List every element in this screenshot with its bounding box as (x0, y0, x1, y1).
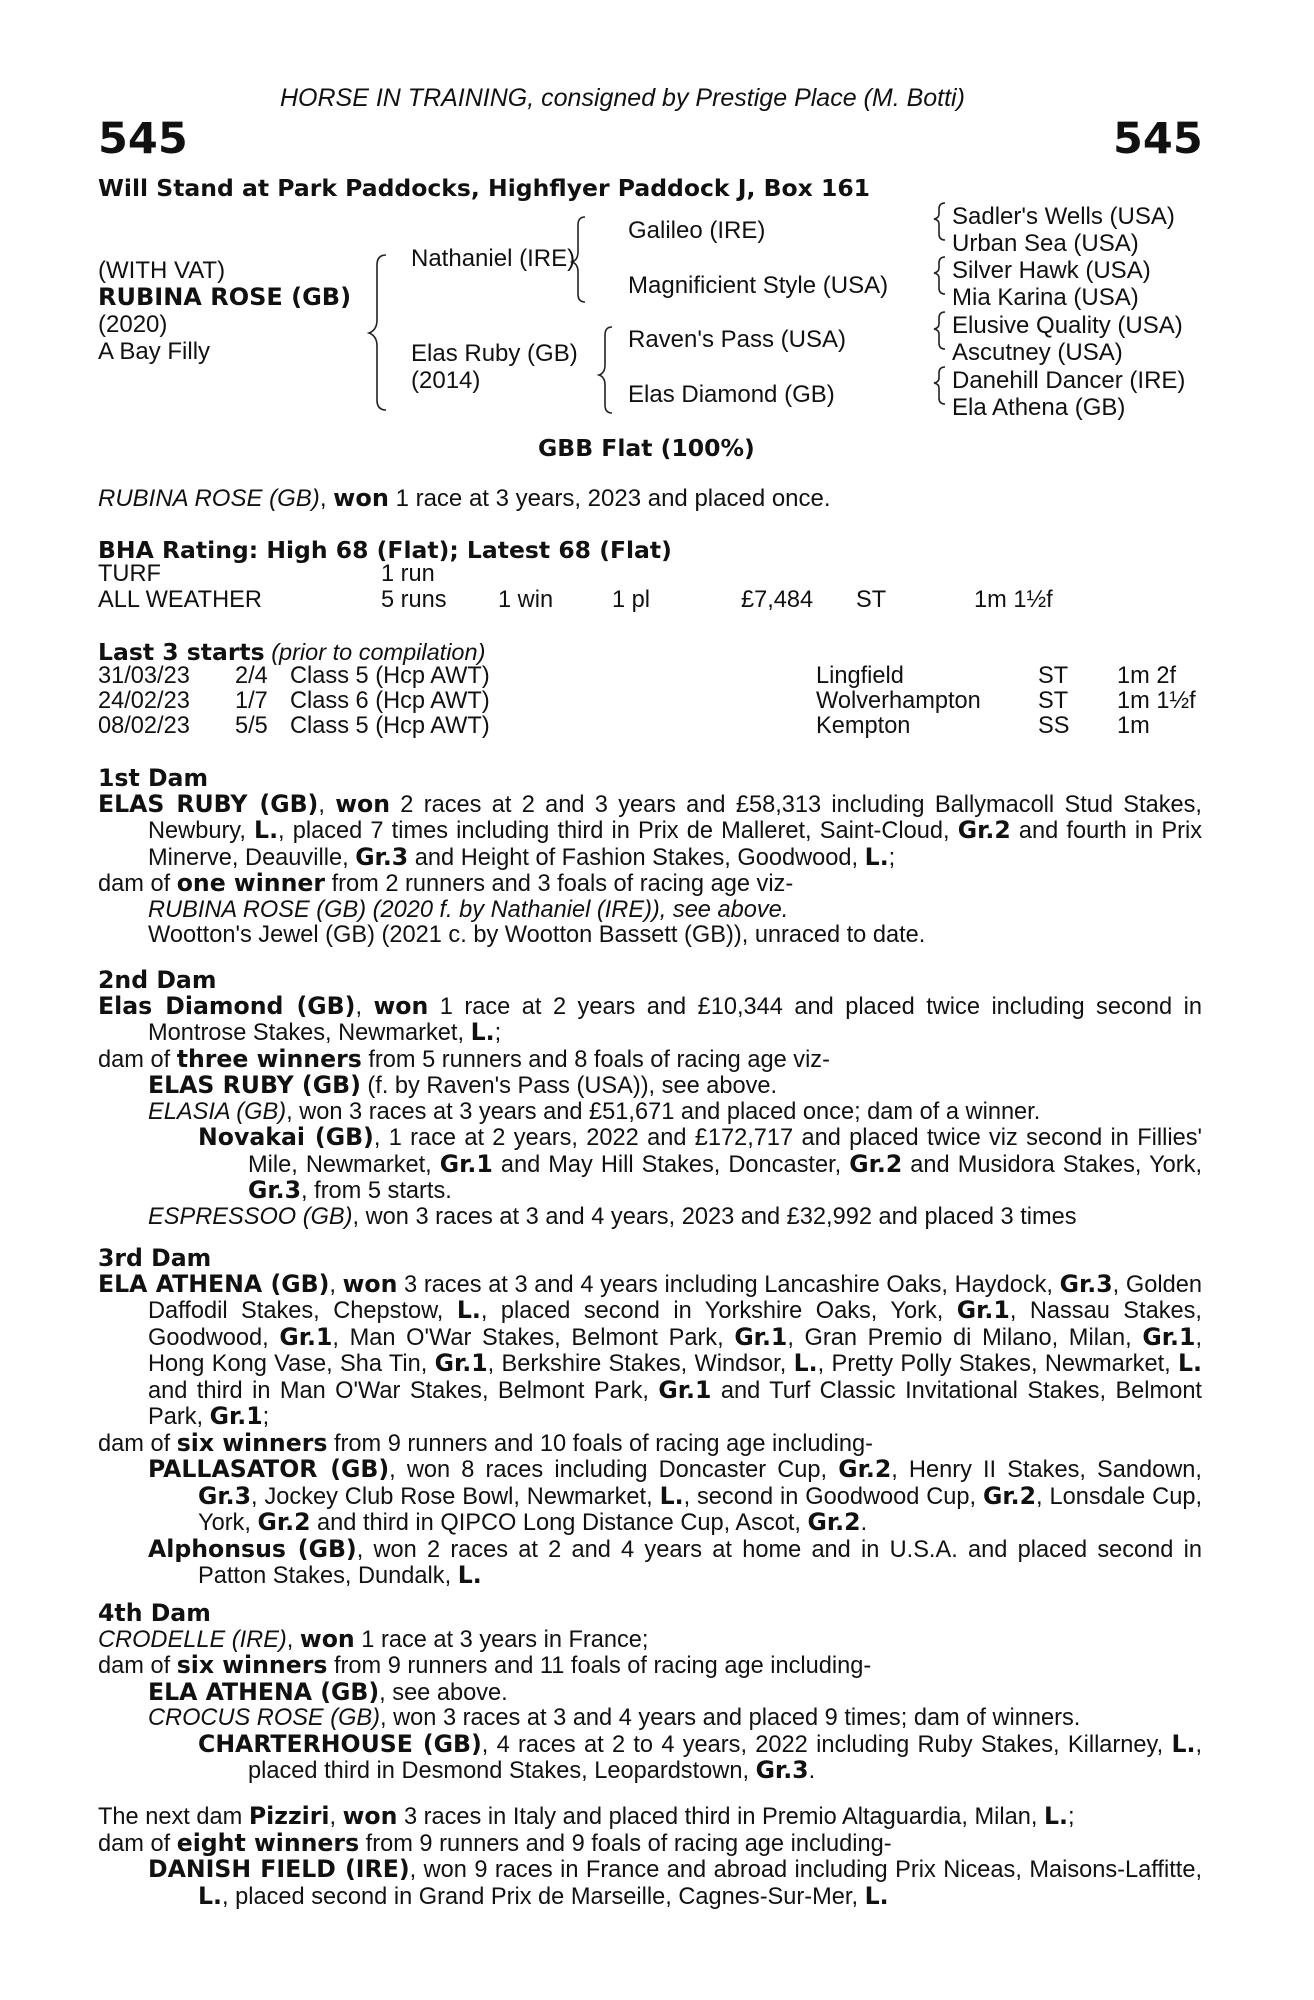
lot-number-left: 545 (98, 114, 188, 164)
start-position: 5/5 (235, 713, 268, 739)
pedigree-g5: Elusive Quality (USA) (952, 312, 1183, 339)
start-course: Wolverhampton (816, 688, 981, 714)
race-summary: RUBINA ROSE (GB), won 1 race at 3 years, 2023 and placed once. (98, 484, 831, 512)
last-starts-title: Last 3 starts (98, 638, 265, 666)
horse-name: RUBINA ROSE (GB) (98, 283, 352, 311)
third-dam-heading: 3rd Dam (98, 1244, 212, 1272)
third-dam-foal: PALLASATOR (GB), won 8 races including Doncaster Cup, Gr.2, Henry II Stakes, Sandown, Gr.3, Jockey Club Rose Bowl, Newmarket, L., second in Goodwood Cup, Gr.2, Lonsdale Cup, York, Gr.2 and third in QIPCO Long Distance Cup, Ascot, Gr.2. (148, 1455, 1203, 1536)
second-dam-foal: ELASIA (GB), won 3 races at 3 years and £51,671 and placed once; dam of a winner. (148, 1098, 1041, 1125)
pedigree-dam-year: (2014) (411, 367, 481, 394)
bha-rating-heading: BHA Rating: High 68 (Flat); Latest 68 (Flat) (98, 536, 672, 564)
start-row (98, 689, 1208, 715)
start-going: ST (1038, 663, 1069, 689)
rating-wins: 1 win (498, 587, 554, 613)
fourth-dam-grandfoal: CHARTERHOUSE (GB), 4 races at 2 to 4 years, 2022 including Ruby Stakes, Killarney, L., placed third in Desmond Stakes, Leopardstown, Gr.3. (198, 1729, 1202, 1784)
lot-number-right: 545 (1113, 114, 1203, 164)
pedigree-dam-sire: Raven's Pass (USA) (628, 326, 846, 353)
summary-rest: 1 race at 3 years, 2023 and placed once. (388, 485, 831, 512)
next-dam-foal: DANISH FIELD (IRE), won 9 races in France and abroad including Prix Niceas, Maisons-Laffitte, L., placed second in Grand Prix de Marseille, Cagnes-Sur-Mer, L. (148, 1855, 1202, 1910)
start-course: Kempton (816, 713, 911, 739)
pedigree-dam-dam: Elas Diamond (GB) (628, 381, 835, 408)
pedigree-g7: Danehill Dancer (IRE) (952, 367, 1186, 394)
brace-g4 (934, 367, 945, 404)
gbb-rating: GBB Flat (100%) (538, 434, 755, 462)
summary-horse-name: RUBINA ROSE (GB) (98, 485, 320, 512)
rating-row-aw (98, 588, 1198, 614)
brace-g2 (934, 257, 945, 294)
page-header-title: HORSE IN TRAINING, consigned by Prestige Place (M. Botti) (280, 84, 965, 112)
rating-surface: TURF (98, 561, 161, 587)
horse-description: A Bay Filly (98, 338, 211, 365)
first-dam-record: ELAS RUBY (GB), won 2 races at 2 and 3 years and £58,313 including Ballymacoll Stud Stakes, Newbury, L., placed 7 times including third in Prix de Malleret, Saint-Cloud, Gr.2 and fourth in Prix Minerve, Deauville, Gr.3 and Height of Fashion Stakes, Goodwood, L.; (98, 789, 1202, 871)
brace-g1 (934, 203, 945, 240)
pedigree-g6: Ascutney (USA) (952, 339, 1123, 366)
stand-location: Will Stand at Park Paddocks, Highflyer Paddock J, Box 161 (98, 174, 871, 202)
start-position: 2/4 (235, 663, 268, 689)
rating-placed: 1 pl (612, 587, 651, 613)
pedigree-sire: Nathaniel (IRE) (411, 245, 576, 272)
second-dam-heading: 2nd Dam (98, 966, 217, 994)
start-position: 1/7 (235, 688, 268, 714)
fourth-dam-section (98, 1601, 1202, 1785)
start-distance: 1m 2f (1117, 663, 1177, 689)
third-dam-section (98, 1246, 1202, 1590)
third-dam-foal: Alphonsus (GB), won 2 races at 2 and 4 years at home and in U.S.A. and placed second in Patton Stakes, Dundalk, L. (148, 1534, 1202, 1589)
third-dam-record: ELA ATHENA (GB), won 3 races at 3 and 4 years including Lancashire Oaks, Haydock, Gr.3, Golden Daffodil Stakes, Chepstow, L., placed second in Yorkshire Oaks, York, Gr.1, Nassau Stakes, Goodwood, Gr.1, Man O'War Stakes, Belmont Park, Gr.1, Gran Premio di Milano, Milan, Gr.1, Hong Kong Vase, Sha Tin, Gr.1, Berkshire Stakes, Windsor, L., Pretty Polly Stakes, Newmarket, L. and third in Man O'War Stakes, Belmont Park, Gr.1 and Turf Classic Invitational Stakes, Belmont Park, Gr.1; (98, 1269, 1202, 1430)
start-class: Class 5 (Hcp AWT) (290, 713, 490, 739)
pedigree-sire-dam: Magnificient Style (USA) (628, 272, 889, 299)
fourth-dam-record: CRODELLE (IRE), won 1 race at 3 years in France; (98, 1624, 649, 1653)
last-starts-heading (98, 639, 485, 665)
second-dam-section (98, 968, 1202, 1230)
rating-runs: 5 runs (381, 587, 447, 613)
last-starts-note: (prior to compilation) (271, 639, 486, 665)
fourth-dam-produce: dam of six winners from 9 runners and 11 foals of racing age including- (98, 1651, 872, 1679)
start-course: Lingfield (816, 663, 904, 689)
pedigree-g8: Ela Athena (GB) (952, 394, 1126, 421)
first-dam-heading: 1st Dam (98, 764, 209, 792)
second-dam-foal: ELAS RUBY (GB) (f. by Raven's Pass (USA)), see above. (148, 1071, 778, 1099)
rating-row-turf (98, 562, 1198, 588)
rating-distance: 1m 1½f (974, 587, 1053, 613)
start-class: Class 5 (Hcp AWT) (290, 663, 490, 689)
first-dam-produce: dam of one winner from 2 runners and 3 foals of racing age viz- (98, 869, 794, 897)
start-going: ST (1038, 688, 1069, 714)
start-class: Class 6 (Hcp AWT) (290, 688, 490, 714)
second-dam-foal: ESPRESSOO (GB), won 3 races at 3 and 4 years, 2023 and £32,992 and placed 3 times (148, 1203, 1077, 1230)
start-distance: 1m (1117, 713, 1150, 739)
fourth-dam-foal: ELA ATHENA (GB), see above. (148, 1677, 508, 1706)
second-dam-produce: dam of three winners from 5 runners and 8 foals of racing age viz- (98, 1044, 830, 1073)
pedigree-sire-sire: Galileo (IRE) (628, 217, 766, 244)
pedigree-g4: Mia Karina (USA) (952, 284, 1139, 311)
vat-note: (WITH VAT) (98, 257, 226, 284)
first-dam-section (98, 766, 1202, 949)
next-dam-section (98, 1804, 1202, 1910)
fourth-dam-heading: 4th Dam (98, 1599, 211, 1627)
brace-g3 (934, 312, 945, 349)
second-dam-grandfoal: Novakai (GB), 1 race at 2 years, 2022 and £172,717 and placed twice viz second in Fillies' Mile, Newmarket, Gr.1 and May Hill Stakes, Doncaster, Gr.2 and Musidora Stakes, York, Gr.3, from 5 starts. (198, 1123, 1202, 1204)
third-dam-produce: dam of six winners from 9 runners and 10 foals of racing age including- (98, 1428, 874, 1457)
start-distance: 1m 1½f (1117, 688, 1196, 714)
start-row (98, 714, 1208, 740)
pedigree-g2: Urban Sea (USA) (952, 230, 1139, 257)
brace-dam (599, 327, 612, 413)
first-dam-foal: Wootton's Jewel (GB) (2021 c. by Wootton Bassett (GB)), unraced to date. (148, 922, 926, 948)
next-dam-record: The next dam Pizziri, won 3 races in Italy and placed third in Premio Altaguardia, Milan, L.; (98, 1802, 1075, 1830)
rating-surface: ALL WEATHER (98, 587, 262, 613)
pedigree-g1: Sadler's Wells (USA) (952, 203, 1175, 230)
start-date: 08/02/23 (98, 713, 190, 739)
start-date: 31/03/23 (98, 663, 190, 689)
next-dam-produce: dam of eight winners from 9 runners and 9 foals of racing age including- (98, 1828, 892, 1857)
start-going: SS (1038, 713, 1070, 739)
fourth-dam-foal: CROCUS ROSE (GB), won 3 races at 3 and 4 years and placed 9 times; dam of winners. (148, 1705, 1081, 1731)
first-dam-foal: RUBINA ROSE (GB) (2020 f. by Nathaniel (IRE)), see above. (148, 896, 789, 923)
brace-main (369, 255, 386, 410)
rating-going: ST (856, 587, 887, 613)
horse-year: (2020) (98, 311, 168, 338)
pedigree-g3: Silver Hawk (USA) (952, 257, 1151, 284)
second-dam-record: Elas Diamond (GB), won 1 race at 2 years and £10,344 and placed twice including second in Montrose Stakes, Newmarket, L.; (98, 991, 1202, 1046)
start-date: 24/02/23 (98, 688, 190, 714)
rating-runs: 1 run (381, 561, 435, 587)
pedigree-dam: Elas Ruby (GB) (411, 340, 578, 367)
summary-won: won (333, 484, 389, 512)
rating-prize: £7,484 (741, 587, 814, 613)
start-row (98, 664, 1208, 690)
